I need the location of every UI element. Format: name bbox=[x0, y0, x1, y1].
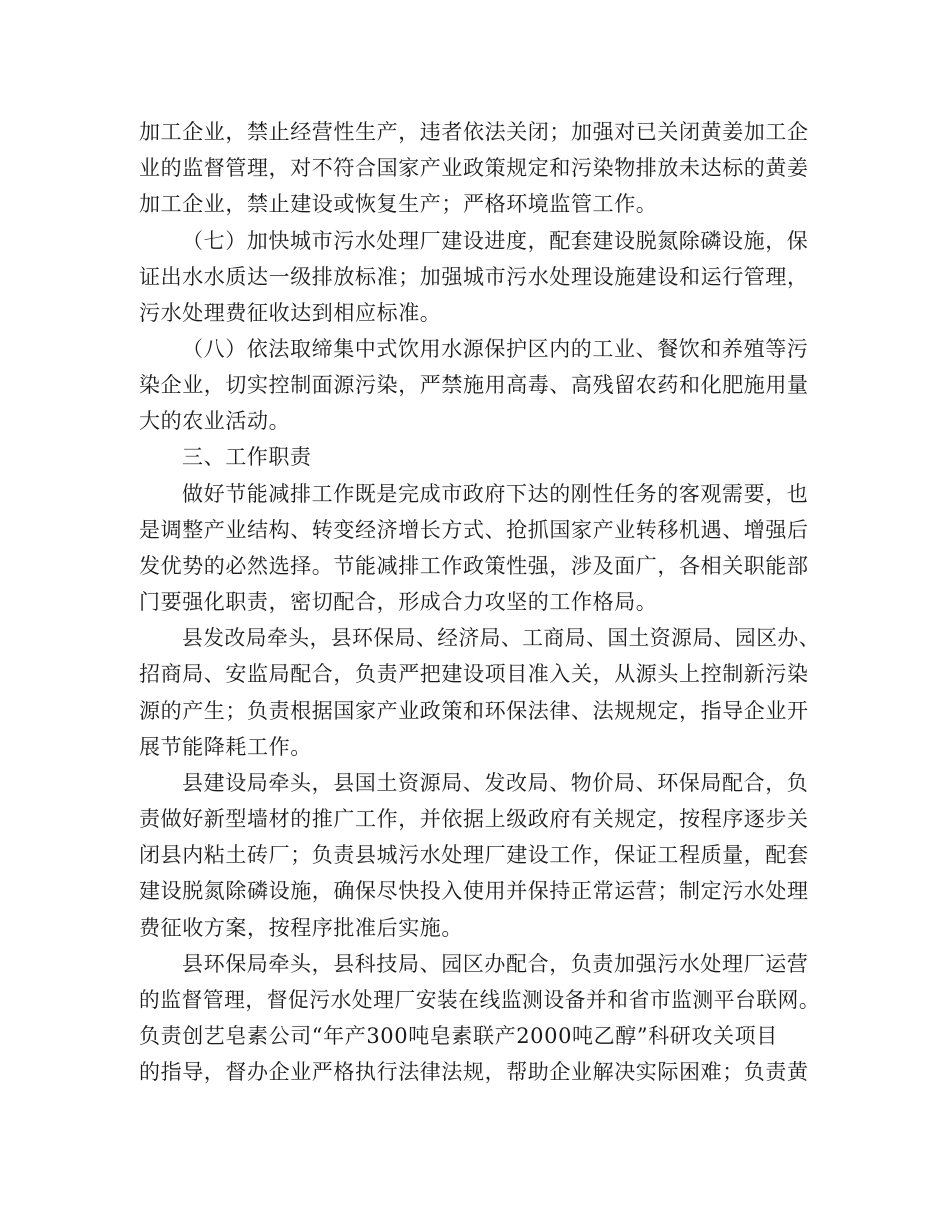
paragraph-line: 加工企业，禁止经营性生产，违者依法关闭；加强对已关闭黄姜加工企 bbox=[139, 120, 809, 144]
paragraph-line: 县发改局牵头，县环保局、经济局、工商局、国土资源局、园区办、 bbox=[182, 626, 821, 650]
paragraph-line: 是调整产业结构、转变经济增长方式、抢抓国家产业转移机遇、增强后 bbox=[139, 518, 809, 542]
paragraph-line: 源的产生；负责根据国家产业政策和环保法律、法规规定，指导企业开 bbox=[139, 699, 809, 723]
paragraph-line: 县环保局牵头，县科技局、园区办配合，负责加强污水处理厂运营 bbox=[182, 952, 809, 976]
paragraph-line: 负责创艺皂素公司“年产300吨皂素联产2000吨乙醇”科研攻关项目 bbox=[139, 1024, 778, 1048]
paragraph-line: 责做好新型墙材的推广工作，并依据上级政府有关规定，按程序逐步关 bbox=[139, 807, 809, 831]
paragraph-line: 的监督管理，督促污水处理厂安装在线监测设备并和省市监测平台联网。 bbox=[139, 988, 821, 1012]
paragraph-line: （八）依法取缔集中式饮用水源保护区内的工业、餐饮和养殖等污 bbox=[182, 337, 809, 361]
paragraph-line: 的指导，督办企业严格执行法律法规，帮助企业解决实际困难；负责黄 bbox=[139, 1060, 809, 1084]
paragraph-line: 污水处理费征收达到相应标准。 bbox=[139, 301, 442, 325]
paragraph-line: 展节能降耗工作。 bbox=[139, 735, 312, 759]
paragraph-line: 做好节能减排工作既是完成市政府下达的刚性任务的客观需要，也 bbox=[182, 482, 809, 506]
paragraph-line: 建设脱氮除磷设施，确保尽快投入使用并保持正常运营；制定污水处理 bbox=[139, 879, 809, 903]
paragraph-line: 费征收方案，按程序批准后实施。 bbox=[139, 916, 463, 940]
paragraph-line: 发优势的必然选择。节能减排工作政策性强，涉及面广，各相关职能部 bbox=[139, 554, 809, 578]
section-heading: 三、工作职责 bbox=[182, 445, 312, 469]
paragraph-line: 证出水水质达一级排放标准；加强城市污水处理设施建设和运行管理， bbox=[139, 265, 809, 289]
paragraph-line: 染企业，切实控制面源污染，严禁施用高毒、高残留农药和化肥施用量 bbox=[139, 373, 809, 397]
paragraph-line: 招商局、安监局配合，负责严把建设项目准入关，从源头上控制新污染 bbox=[139, 662, 809, 686]
paragraph-line: 闭县内粘土砖厂；负责县城污水处理厂建设工作，保证工程质量，配套 bbox=[139, 843, 809, 867]
paragraph-line: （七）加快城市污水处理厂建设进度，配套建设脱氮除磷设施，保 bbox=[182, 229, 809, 253]
paragraph-line: 大的农业活动。 bbox=[139, 409, 291, 433]
paragraph-line: 县建设局牵头，县国土资源局、发改局、物价局、环保局配合，负 bbox=[182, 771, 809, 795]
paragraph-line: 业的监督管理，对不符合国家产业政策规定和污染物排放未达标的黄姜 bbox=[139, 156, 809, 180]
paragraph-line: 门要强化职责，密切配合，形成合力攻坚的工作格局。 bbox=[139, 590, 658, 614]
paragraph-line: 加工企业，禁止建设或恢复生产；严格环境监管工作。 bbox=[139, 192, 658, 216]
